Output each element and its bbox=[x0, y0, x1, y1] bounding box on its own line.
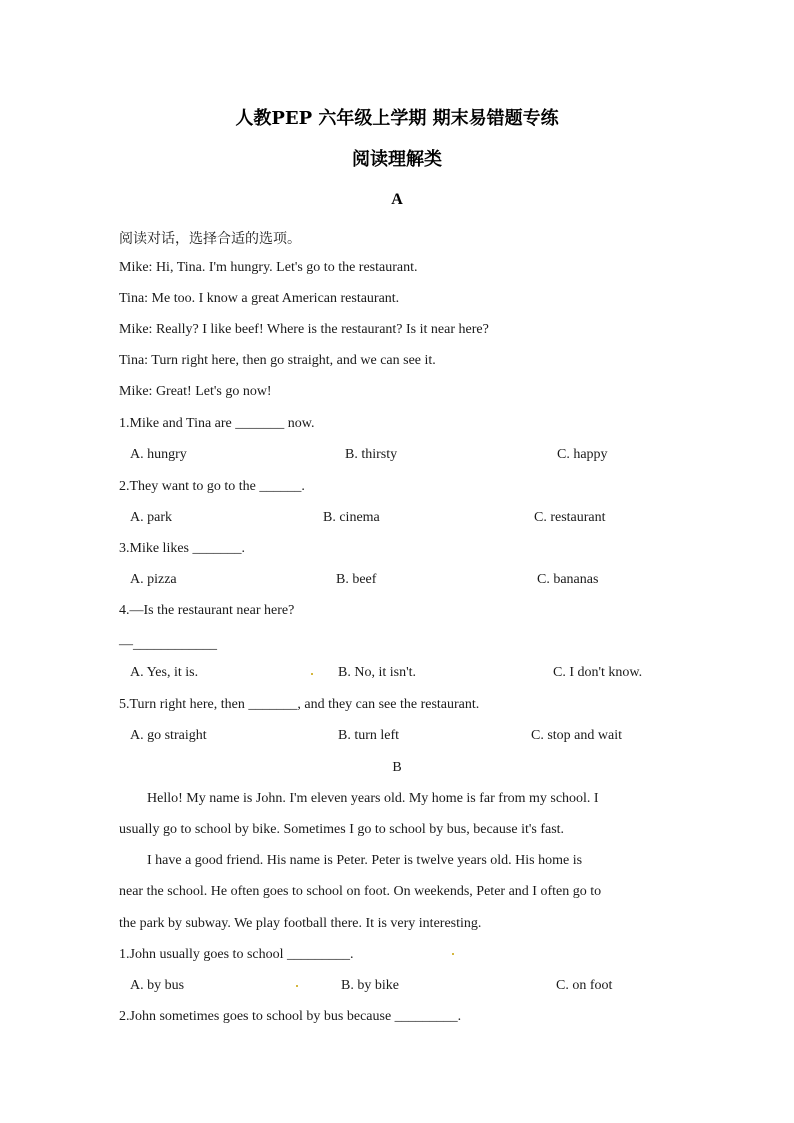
answer-blank: —____________ bbox=[119, 637, 217, 652]
passage-line: Hello! My name is John. I'm eleven years old. My home is far from my school. I bbox=[147, 791, 599, 806]
option-a: A. pizza bbox=[130, 572, 177, 587]
option-a: A. hungry bbox=[130, 447, 187, 462]
option-c: C. stop and wait bbox=[531, 728, 622, 743]
option-a: A. Yes, it is. bbox=[130, 665, 199, 680]
question-1: 1.Mike and Tina are _______ now. bbox=[119, 416, 315, 431]
question-5: 5.Turn right here, then _______, and they can see the restaurant. bbox=[119, 697, 480, 712]
question-4: 4.—Is the restaurant near here? bbox=[119, 603, 295, 618]
stray-dot bbox=[452, 953, 454, 955]
option-b: B. cinema bbox=[323, 510, 380, 525]
dialogue-line: Mike: Hi, Tina. I'm hungry. Let's go to the restaurant. bbox=[119, 260, 418, 275]
option-a: A. go straight bbox=[130, 728, 207, 743]
stray-dot bbox=[311, 673, 313, 675]
stray-dot bbox=[296, 985, 298, 987]
document-title: 人教PEP 六年级上学期 期末易错题专练 bbox=[235, 108, 559, 129]
dialogue-line: Mike: Great! Let's go now! bbox=[119, 384, 272, 399]
passage-line: usually go to school by bike. Sometimes I go to school by bus, because it's fast. bbox=[119, 822, 565, 837]
option-c: C. bananas bbox=[537, 572, 599, 587]
dialogue-line: Mike: Really? I like beef! Where is the restaurant? Is it near here? bbox=[119, 322, 489, 337]
option-c: C. restaurant bbox=[534, 510, 606, 525]
question-2: 2.They want to go to the ______. bbox=[119, 479, 305, 494]
option-c: C. I don't know. bbox=[553, 665, 643, 680]
passage-line: I have a good friend. His name is Peter. Peter is twelve years old. His home is bbox=[147, 853, 583, 868]
option-a: A. park bbox=[130, 510, 172, 525]
section-a-instruction: 阅读对话，选择合适的选项。 bbox=[119, 231, 301, 247]
section-a-heading: A bbox=[391, 191, 403, 208]
option-b: B. by bike bbox=[341, 978, 399, 993]
option-b: B. beef bbox=[336, 572, 377, 587]
option-c: C. happy bbox=[557, 447, 608, 462]
document-subtitle: 阅读理解类 bbox=[352, 149, 442, 170]
option-a: A. by bus bbox=[130, 978, 185, 993]
dialogue-line: Tina: Turn right here, then go straight, and we can see it. bbox=[119, 353, 436, 368]
passage-line: the park by subway. We play football there. It is very interesting. bbox=[119, 916, 482, 931]
passage-line: near the school. He often goes to school on foot. On weekends, Peter and I often go to bbox=[119, 884, 602, 899]
option-b: B. turn left bbox=[338, 728, 400, 743]
option-b: B. No, it isn't. bbox=[338, 665, 416, 680]
section-b-heading: B bbox=[392, 760, 402, 775]
option-c: C. on foot bbox=[556, 978, 613, 993]
option-b: B. thirsty bbox=[345, 447, 398, 462]
question-b2: 2.John sometimes goes to school by bus because _________. bbox=[119, 1009, 462, 1024]
question-3: 3.Mike likes _______. bbox=[119, 541, 245, 556]
question-b1: 1.John usually goes to school _________. bbox=[119, 947, 354, 962]
dialogue-line: Tina: Me too. I know a great American restaurant. bbox=[119, 291, 400, 306]
